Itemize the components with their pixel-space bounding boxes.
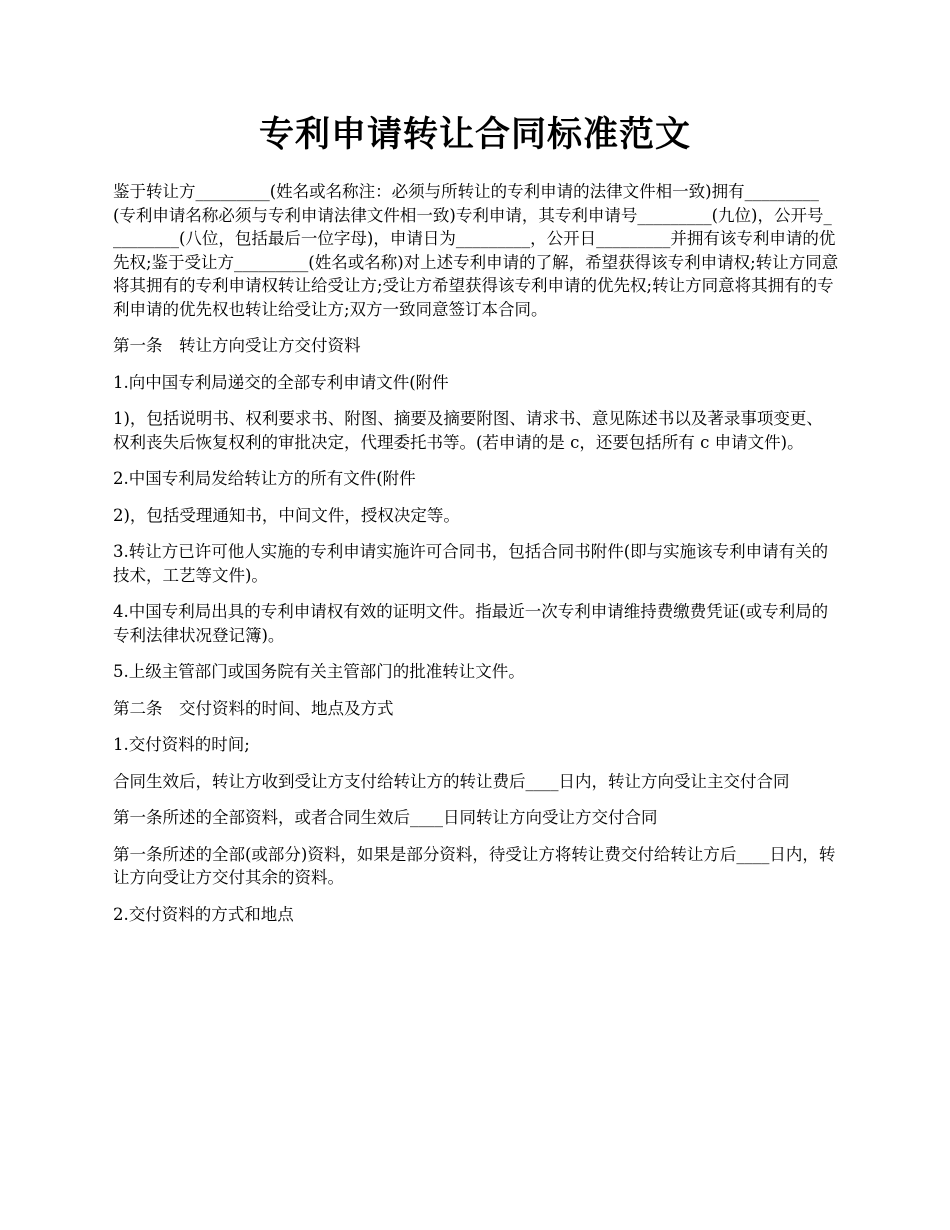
paragraph-preamble: 鉴于转让方_________(姓名或名称注：必须与所转让的专利申请的法律文件相一致)拥有_________(专利申请名称必须与专利申请法律文件相一致)专利申请，其专利申请号_________(九位)，公开号_________(八位，包括最后一位字母)，申请日为_________，公开日_________并拥有该专利申请的优先权;鉴于受让方_________(姓名或名称)对上述专利申请的了解，希望获得该专利申请权;转让方同意将其拥有的专利申请权转让给受让方;受让方希望获得该专利申请的优先权;转让方同意将其拥有的专利申请的优先权也转让给受让方;双方一致同意签订本合同。 [113,182,839,319]
paragraph-item: 2.中国专利局发给转让方的所有文件(附件 [113,469,416,488]
paragraph-item: 2)，包括受理通知书，中间文件，授权决定等。 [113,505,460,525]
paragraph-item: 1)，包括说明书、权利要求书、附图、摘要及摘要附图、请求书、意见陈述书以及著录事项变更、权利丧失后恢复权利的审批决定，代理委托书等。(若申请的是 c，还要包括所有 c 申请文件)。 [113,409,823,452]
paragraph-item: 第一条所述的全部资料，或者合同生效后____日同转让方向受让方交付合同 [113,808,658,827]
document-title: 专利申请转让合同标准范文 [258,114,691,155]
article-1-heading: 第一条 转让方向受让方交付资料 [113,336,361,355]
paragraph-item: 第一条所述的全部(或部分)资料，如果是部分资料，待受让方将转让费交付给转让方后____日内，转让方向受让方交付其余的资料。 [113,844,836,887]
article-2-heading: 第二条 交付资料的时间、地点及方式 [113,698,394,718]
paragraph-item: 2.交付资料的方式和地点 [113,904,294,924]
paragraph-item: 5.上级主管部门或国务院有关主管部门的批准转让文件。 [113,662,525,681]
paragraph-item: 合同生效后，转让方收到受让方支付给转让方的转让费后____日内，转让方向受让主交付合同 [113,771,790,791]
paragraph-item: 1.向中国专利局递交的全部专利申请文件(附件 [113,372,449,392]
paragraph-item: 3.转让方已许可他人实施的专利申请实施许可合同书，包括合同书附件(即与实施该专利申请有关的技术，工艺等文件)。 [113,542,829,585]
document-body [113,180,839,939]
paragraph-item: 1.交付资料的时间; [113,735,250,754]
paragraph-item: 4.中国专利局出具的专利申请权有效的证明文件。指最近一次专利申请维持费缴费凭证(或专利局的专利法律状况登记簿)。 [113,602,829,645]
